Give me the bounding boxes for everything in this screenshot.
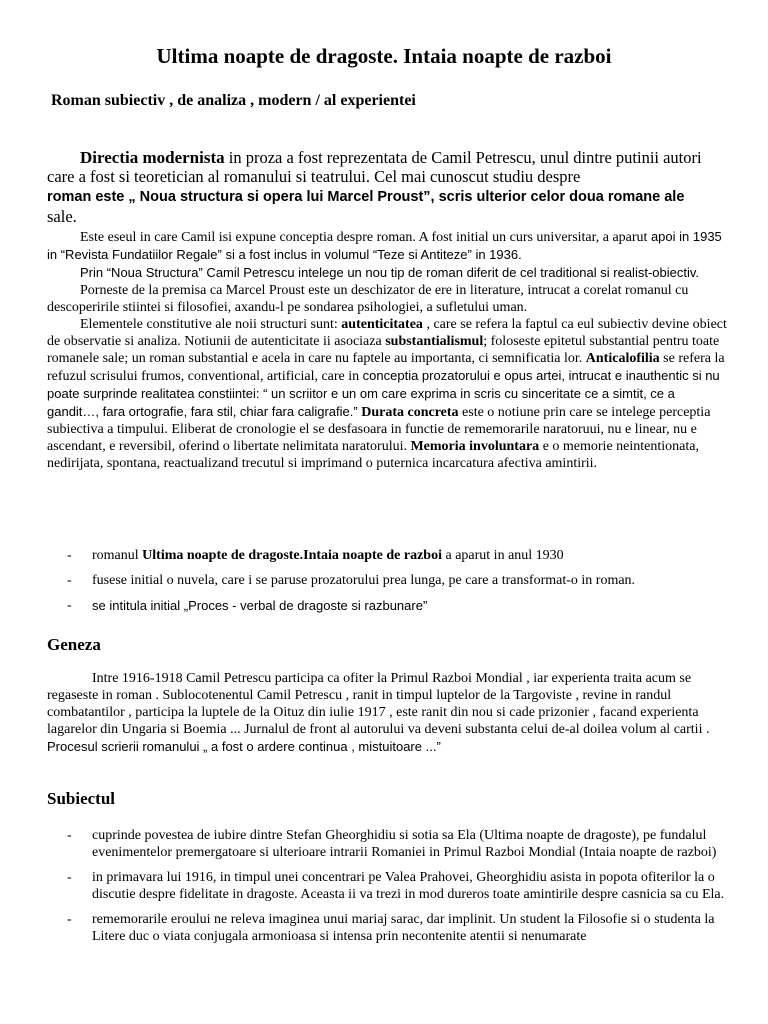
theory-section — [47, 228, 727, 472]
body-paragraph-3 — [47, 282, 727, 316]
term-durata-concreta: Durata concreta — [361, 405, 459, 420]
fact-2: fusese initial o nuvela, care i se paruse prozatorului prea lunga, pe care a transformat-o in roman. — [92, 573, 636, 588]
geneza-paragraph — [47, 670, 727, 756]
subiect-item-1: cuprinde povestea de iubire dintre Stefan Gheorghidiu si sotia sa Ela (Ultima noapte de dragoste), pe fundalul evenimentelor premergatoare si ulterioare intrarii Romaniei in Primul Razboi Mondial (Intaia noapte de razboi) — [92, 828, 717, 860]
heading-geneza: Geneza — [47, 635, 101, 654]
fact-1-title: Ultima noapte de dragoste.Intaia noapte de razboi — [142, 548, 442, 563]
term-autenticitatea: autenticitatea — [341, 317, 423, 332]
term-anticalofilia: Anticalofilia — [585, 351, 660, 366]
fact-3: se intitula initial „Proces - verbal de dragoste si razbunare” — [92, 598, 428, 613]
subiect-item-3: rememorarile eroului ne releva imaginea unui mariaj sarac, dar implinit. Un student la Filosofie si o studenta la Litere duc o viata conjugala armonioasa si intensa prin necontenite atentii si nenumarate — [92, 912, 715, 944]
body-p4-c: , care se refera la faptul ca eul subiectiv devine obiect de observatie si analiza. Notiunii de autenticitate ii asociaza — [47, 317, 727, 349]
term-substantialismul: substantialismul — [385, 334, 484, 349]
dash-bullet: - — [67, 598, 72, 613]
body-p1-text: Este eseul in care Camil isi expune conceptia despre roman. A fost initial un curs universitar, a aparut — [80, 230, 651, 245]
subiectul-list — [67, 827, 727, 953]
dash-bullet: - — [67, 548, 72, 563]
body-paragraph-1 — [47, 228, 727, 264]
list-item — [67, 547, 727, 564]
body-p4-a: Elementele constitutive ale noii structuri sunt: — [80, 317, 342, 332]
body-p4-m: e o memorie neintentionata, nedirijata, spontana, reactualizand trecutul si imprimand o puternica incarcatura afectiva amintirii. — [47, 439, 699, 471]
dash-bullet: - — [67, 870, 72, 885]
intro-lead: Directia modernista — [80, 148, 225, 167]
document-title: Ultima noapte de dragoste. Intaia noapte de razboi — [156, 44, 612, 68]
intro-text-3: sale. — [47, 207, 77, 226]
body-p3-text: Porneste de la premisa ca Marcel Proust este un deschizator de ere in literature, intrucat a corelat romanul cu descoperirile stiintei si filosofiei, axandu-l pe sondarea psihologiei, a sufletului uman. — [47, 283, 689, 315]
facts-list — [67, 547, 727, 623]
term-memoria-involuntara: Memoria involuntara — [410, 439, 540, 454]
document-subtitle: Roman subiectiv , de analiza , modern / al experientei — [51, 92, 416, 109]
body-p1-sans: apoi in 1935 in “Revista Fundatiilor Regale” si a fost inclus in volumul “Teze si Antiteze” in 1936. — [47, 229, 722, 262]
fact-1-a: romanul — [92, 548, 143, 563]
fact-1-c: a aparut in anul 1930 — [441, 548, 564, 563]
intro-paragraph — [47, 148, 727, 226]
heading-subiectul: Subiectul — [47, 789, 116, 808]
dash-bullet: - — [67, 573, 72, 588]
body-p4-e: ; foloseste epitetul substantial pentru toate romanele sale; un roman substantial e acela in care nu faptele au importanta, ci semnificatia lor. — [47, 334, 720, 366]
list-item — [67, 597, 727, 615]
list-item — [67, 911, 727, 945]
body-paragraph-4 — [47, 316, 727, 472]
list-item — [67, 869, 727, 903]
dash-bullet: - — [67, 828, 72, 843]
dash-bullet: - — [67, 912, 72, 927]
body-p4-k: este o notiune prin care se intelege perceptia subiectiva a timpului. Eliberat de cronologie el se desfasoara in functie de rememorarile naratoruui, nu e linear, nu e ascendant, e reversibil, oferind o libertate nelimitata naratorului. — [47, 405, 711, 454]
geneza-text-2: Procesul scrierii romanului „ a fost o ardere continua , mistuitoare ...” — [47, 739, 441, 754]
body-p4-h: conceptia prozatorului e opus artei, intrucat e inauthentic si nu poate surprinde realitatea constiintei: “ un scriitor e un om care exprima in scris cu sinceritate ce a simtit, ce a gandit…, fara ortografie, fara stil, chiar fara caligrafie.” — [47, 368, 720, 419]
body-paragraph-2 — [47, 264, 727, 282]
body-p4-g: se refera la refuzul scrisului frumos, conventional, artificial, care in — [47, 351, 725, 384]
subiect-item-2: in primavara lui 1916, in timpul unei concentrari pe Valea Prahovei, Gheorghidiu asista in popota ofiterilor la o discutie despre fidelitate in dragoste. Aceasta ii va trezi in mod dureros toate amintirile despre casnicia sa cu Ela. — [92, 870, 725, 902]
geneza-text-1: Intre 1916-1918 Camil Petrescu participa ca ofiter la Primul Razboi Mondial , iar experienta traita acum se regaseste in roman . Sublocotenentul Camil Petrescu , ranit in timpul luptelor de la Targoviste , revine in randul combatantilor , participa la luptele de la Oituz din iulie 1917 , este ranit din nou si cade prizonier , facand experienta lagarelor din Ungaria si Boemia ... Jurnalul de front al autorului va deveni substanta celui de-al doilea volum al cartii . — [47, 671, 710, 737]
list-item — [67, 572, 727, 589]
intro-text-1: in proza a fost reprezentata de Camil Petrescu, unul dintre putinii autori care a fost si teoretician al romanului si teatrului. Cel mai cunoscut studiu despre — [47, 148, 702, 186]
intro-text-2: roman este „ Noua structura si opera lui Marcel Proust”, scris ulterior celor doua romane ale — [47, 189, 685, 205]
body-p2-text: Prin “Noua Structura” Camil Petrescu intelege un nou tip de roman diferit de cel traditional si realist-obiectiv. — [80, 265, 699, 280]
list-item — [67, 827, 727, 861]
